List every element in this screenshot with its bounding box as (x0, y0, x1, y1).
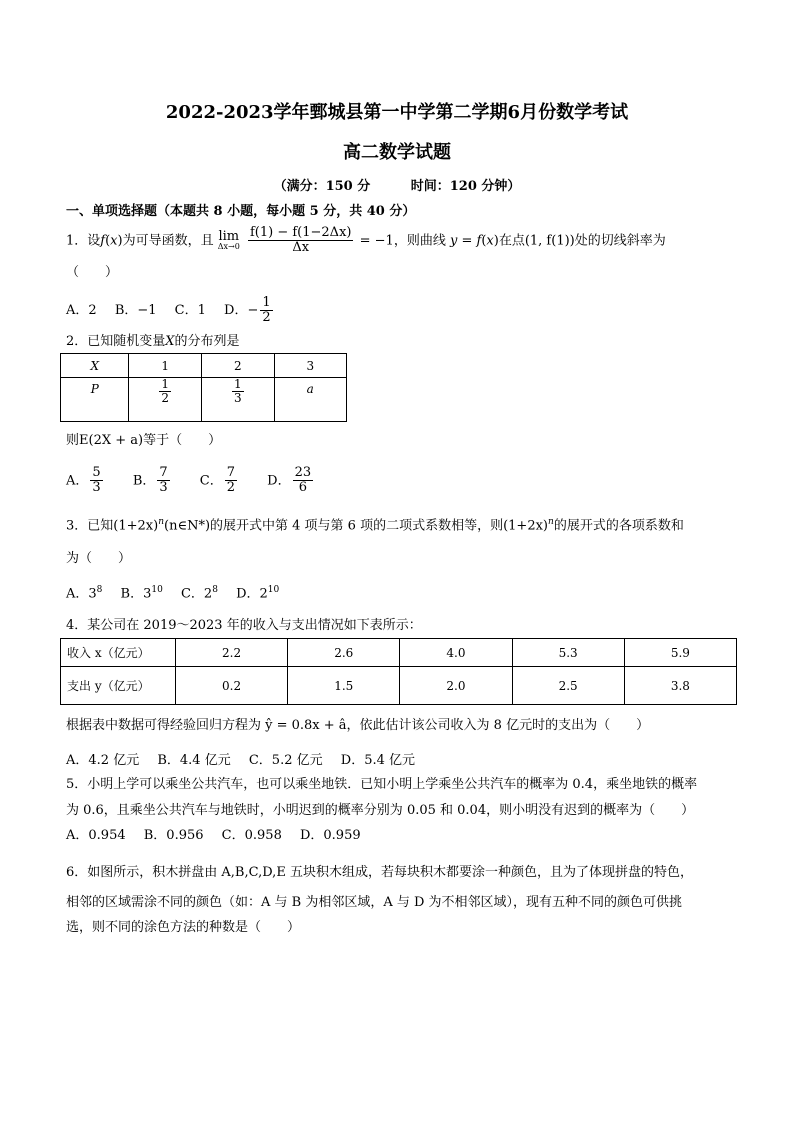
q3-line2: 为（ ） (66, 551, 132, 566)
q1-pre: 1．设 (66, 233, 101, 249)
q4-cell: 0.2 (176, 667, 288, 705)
q4-cell: 2.2 (176, 639, 288, 667)
q2-cell: a (274, 378, 346, 422)
q1-tail: 处的切线斜率为 (574, 233, 666, 249)
q2-option-c: C． $\frac{7}{2}$ (199, 465, 236, 496)
q1-option-d: D．− $\frac{1}{2}$ (224, 295, 271, 326)
q5-line1: 5．小明上学可以乘坐公共汽车，也可以乘坐地铁．已知小明上学乘坐公共汽车的概率为 0.4，乘坐地铁的概率 (66, 777, 698, 792)
q4-option-c: C．5.2 亿元 (248, 753, 323, 768)
q4-cell: 2.0 (400, 667, 512, 705)
q4-option-a: A．4.2 亿元 (66, 753, 140, 768)
q2-ask: 则E(2X + a)等于（ ） (66, 433, 222, 448)
section-heading: 一、单项选择题（本题共 8 小题，每小题 5 分，共 40 分） (66, 204, 416, 219)
q1-frac-den: Δx (292, 240, 310, 256)
q1-mid1: 为可导函数，且 (122, 233, 214, 249)
q4-cell: 5.3 (512, 639, 624, 667)
q1-paren: （ ） (66, 265, 119, 280)
q4-row1-label: 收入 x（亿元） (61, 639, 176, 667)
q6-line1: 6．如图所示，积木拼盘由 A,B,C,D,E 五块积木组成，若每块积木都要涂一种颜色，且为了体现拼盘的特色， (66, 865, 693, 880)
q1-post: = −1，则曲线 (359, 233, 446, 249)
q2-cell: 1 (129, 354, 202, 378)
q3-stem: 3．已知$(1+2x)^n(n\in N*)$的展开式中第 4 项与第 6 项的二项式系数相等，则$(1+2x)^n$的展开式的各项系数和 (66, 517, 684, 534)
q4-row2-label: 支出 y（亿元） (61, 667, 176, 705)
q2-cell-p-label: P (61, 378, 129, 422)
q1-point: (1, f(1)) (524, 233, 575, 249)
q5-option-d: D．0.959 (299, 828, 361, 843)
exam-time: 时间：120 分钟） (410, 179, 521, 194)
full-score: （满分：150 分 (273, 179, 371, 194)
q4-cell: 2.5 (512, 667, 624, 705)
q2-cell: 2 (202, 354, 275, 378)
exam-meta (0, 175, 794, 194)
q5-line2: 为 0.6，且乘坐公共汽车与地铁时，小明迟到的概率分别为 0.05 和 0.04，则小明没有迟到的概率为（ ） (66, 803, 695, 818)
q6-line2: 相邻的区域需涂不同的颜色（如：A 与 B 为相邻区域，A 与 D 为不相邻区域），现有五种不同的颜色可供挑 (66, 895, 683, 910)
q3-option-b: B．$3^{10}$ (120, 585, 163, 602)
q4-cell: 3.8 (624, 667, 736, 705)
q2-cell: 3 (274, 354, 346, 378)
q1-stem: 1．设f(x)为可导函数，且 lim Δx→0 $\frac{f(1) - f(1-2\Delta x)}{\Delta x}$ = −1，则曲线 y = f(x)在点(1, f(1))处的切线斜率为 (66, 225, 666, 256)
q4-cell: 4.0 (400, 639, 512, 667)
q2-options (66, 466, 329, 496)
q5-option-a: A．0.954 (66, 828, 126, 843)
q1-lim: lim Δx→0 (217, 229, 240, 252)
exam-title: 2022-2023学年鄄城县第一中学第二学期6月份数学考试 (165, 102, 629, 123)
q1-mid2: 在点 (498, 233, 525, 249)
q1-options (66, 296, 275, 326)
q6-line3: 选，则不同的涂色方法的种数是（ ） (66, 920, 301, 935)
q5-options (66, 827, 375, 845)
q1-option-a: A．2 (66, 303, 97, 319)
q1-option-b: B．−1 (114, 303, 157, 319)
q5-option-b: B．0.956 (143, 828, 204, 843)
q3-option-a: A．$3^8$ (66, 585, 103, 602)
q2-stem: 2．已知随机变量X的分布列是 (66, 334, 240, 349)
q2-cell-x-label: X (61, 354, 129, 378)
q4-ask: 根据表中数据可得经验回归方程为 ŷ = 0.8x + â，依此估计该公司收入为 8 亿元时的支出为（ ） (66, 718, 650, 733)
q4-stem: 4．某公司在 2019～2023 年的收入与支出情况如下表所示： (66, 618, 422, 633)
q2-cell: $\frac{1}{3}$ (202, 378, 275, 422)
q3-option-d: D．$2^{10}$ (236, 585, 280, 602)
q5-option-c: C．0.958 (221, 828, 282, 843)
q2-option-b: B． $\frac{7}{3}$ (132, 465, 168, 496)
exam-subtitle: 高二数学试题 (343, 142, 451, 163)
q4-cell: 2.6 (288, 639, 400, 667)
q2-cell: $\frac{1}{2}$ (129, 378, 202, 422)
q1-fraction (248, 226, 354, 256)
q3-options (66, 584, 293, 604)
q3-option-c: C．$2^8$ (180, 585, 218, 602)
q4-option-b: B．4.4 亿元 (157, 753, 231, 768)
q2-option-a: A． $\frac{5}{3}$ (66, 465, 101, 496)
q4-option-d: D．5.4 亿元 (340, 753, 415, 768)
q2-option-d: D． $\frac{23}{6}$ (267, 465, 312, 496)
q1-option-c: C．1 (174, 303, 206, 319)
q2-distribution-table (60, 353, 347, 422)
q4-cell: 1.5 (288, 667, 400, 705)
q4-options (66, 752, 429, 770)
q4-income-table (60, 638, 737, 705)
q1-frac-num: f(1) − f(1−2Δx) (249, 225, 352, 240)
q4-cell: 5.9 (624, 639, 736, 667)
